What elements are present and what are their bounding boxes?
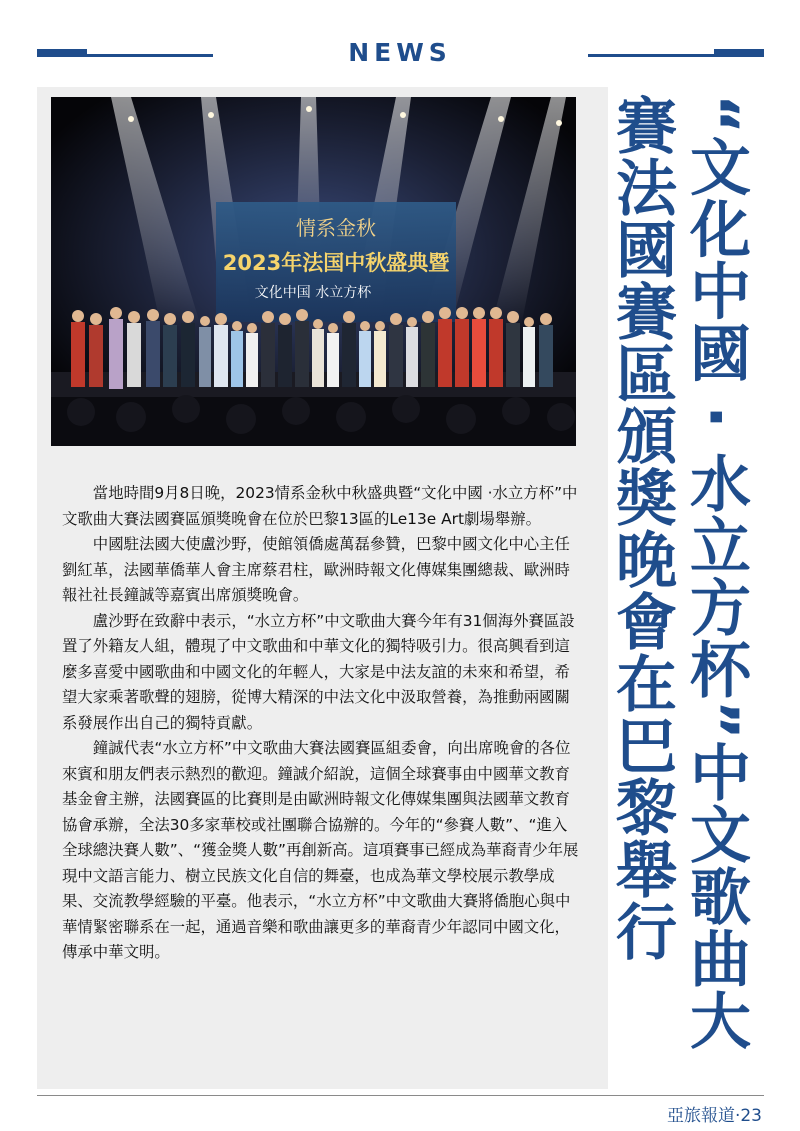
- headline: “文化中國 · 水立方杯”中文歌曲大賽法國賽區頒獎晚會在巴黎舉行: [606, 94, 751, 1051]
- article-paragraph: 當地時間9月8日晚，2023情系金秋中秋盛典暨“文化中國 ·水立方杯”中文歌曲大賽法國賽區頒獎晚會在位於巴黎13區的Le13e Art劇場舉辦。: [62, 484, 578, 528]
- article-paragraph: 盧沙野在致辭中表示，“水立方杯”中文歌曲大賽今年有31個海外賽區設置了外籍友人組，體現了中文歌曲和中華文化的獨特吸引力。很高興看到這麼多喜愛中國歌曲和中國文化的年輕人，大家是中法友誼的未來和希望，希望大家乘著歌聲的翅膀，從博大精深的中法文化中汲取營養，為推動兩國關系發展作出自己的獨特貢獻。: [62, 611, 575, 732]
- article-body: [62, 481, 582, 966]
- page-number: 23: [740, 1106, 762, 1126]
- section-title: NEWS: [348, 38, 452, 67]
- article-paragraph: 中國駐法國大使盧沙野，使館領僑處萬磊參贊，巴黎中國文化中心主任劉紅革，法國華僑華人會主席蔡君柱，歐洲時報文化傳媒集團總裁、歐洲時報社社長鐘誠等嘉賓出席頒獎晚會。: [62, 535, 570, 604]
- banner-line2: 2023年法国中秋盛典暨: [222, 251, 450, 275]
- banner-line1: 情系金秋: [296, 216, 376, 240]
- footer-separator: ·: [734, 1106, 741, 1126]
- stage-photo-image: [51, 97, 576, 446]
- banner-line3: 文化中国 水立方杯: [254, 285, 372, 301]
- article-paragraph: 鐘誠代表“水立方杯”中文歌曲大賽法國賽區組委會，向出席晚會的各位來賓和朋友們表示熱烈的歡迎。鐘誠介紹說，這個全球賽事由中國華文教育基金會主辦，法國賽區的比賽則是由歐洲時報文化傳媒集團與法國華文教育協會承辦，全法30多家華校或社團聯合協辦的。今年的“參賽人數”、“進入全球總決賽人數”、“獲金獎人數”再創新高。這項賽事已經成為華裔青少年展現中文語言能力、樹立民族文化自信的舞臺，也成為華文學校展示教學成果、交流教學經驗的平臺。他表示，“水立方杯”中文歌曲大賽將僑胞心與中華情緊密聯系在一起，通過音樂和歌曲讓更多的華裔青少年認同中國文化，傳承中華文明。: [62, 739, 579, 961]
- publication-name: 亞旅報道: [666, 1106, 735, 1126]
- event-photo: [51, 97, 576, 446]
- footer: [667, 1101, 762, 1126]
- footer-rule: [37, 1095, 764, 1096]
